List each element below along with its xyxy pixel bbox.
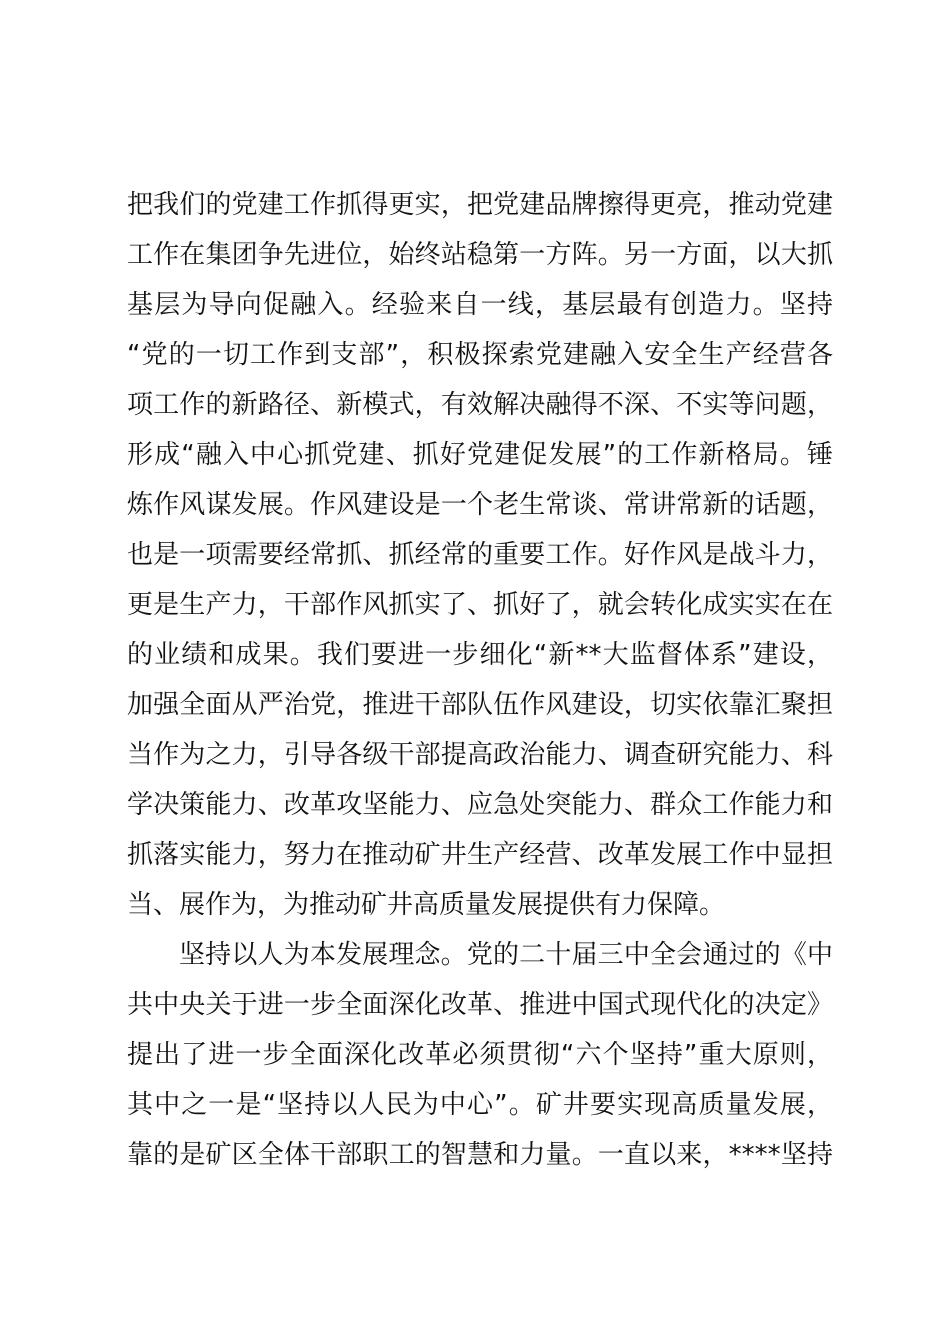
- paragraph-2: [127, 930, 833, 1180]
- text-line: 的业绩和成果。我们要进一步细化“新**大监督体系”建设，: [127, 640, 833, 670]
- text-line: 工作在集团争先进位，始终站稳第一方阵。另一方面，以大抓: [127, 240, 833, 270]
- document-body: [127, 180, 833, 1180]
- text-line: 项工作的新路径、新模式，有效解决融得不深、不实等问题，: [127, 390, 833, 420]
- text-line: 基层为导向促融入。经验来自一线，基层最有创造力。坚持: [127, 290, 833, 320]
- text-line: 共中央关于进一步全面深化改革、推进中国式现代化的决定》: [127, 990, 833, 1020]
- text-line: 也是一项需要经常抓、抓经常的重要工作。好作风是战斗力，: [127, 540, 833, 570]
- text-line: 形成“融入中心抓党建、抓好党建促发展”的工作新格局。锤: [127, 440, 833, 470]
- text-line: 炼作风谋发展。作风建设是一个老生常谈、常讲常新的话题，: [127, 490, 833, 520]
- text-line: 当作为之力，引导各级干部提高政治能力、调查研究能力、科: [127, 740, 833, 770]
- text-line: 更是生产力，干部作风抓实了、抓好了，就会转化成实实在在: [127, 590, 833, 620]
- text-line: 当、展作为，为推动矿井高质量发展提供有力保障。: [127, 890, 726, 920]
- paragraph-1: [127, 180, 833, 930]
- text-line: 其中之一是“坚持以人民为中心”。矿井要实现高质量发展，: [127, 1090, 833, 1120]
- text-line: 学决策能力、改革攻坚能力、应急处突能力、群众工作能力和: [127, 790, 833, 820]
- text-line: 把我们的党建工作抓得更实，把党建品牌擦得更亮，推动党建: [127, 190, 833, 220]
- text-line: 坚持以人为本发展理念。党的二十届三中全会通过的《中: [179, 940, 833, 970]
- text-line: “党的一切工作到支部”，积极探索党建融入安全生产经营各: [127, 340, 833, 370]
- text-line: 抓落实能力，努力在推动矿井生产经营、改革发展工作中显担: [127, 840, 833, 870]
- text-line: 提出了进一步全面深化改革必须贯彻“六个坚持”重大原则，: [127, 1040, 833, 1070]
- text-line: 加强全面从严治党，推进干部队伍作风建设，切实依靠汇聚担: [127, 690, 833, 720]
- text-line: 靠的是矿区全体干部职工的智慧和力量。一直以来，****坚持: [127, 1140, 833, 1170]
